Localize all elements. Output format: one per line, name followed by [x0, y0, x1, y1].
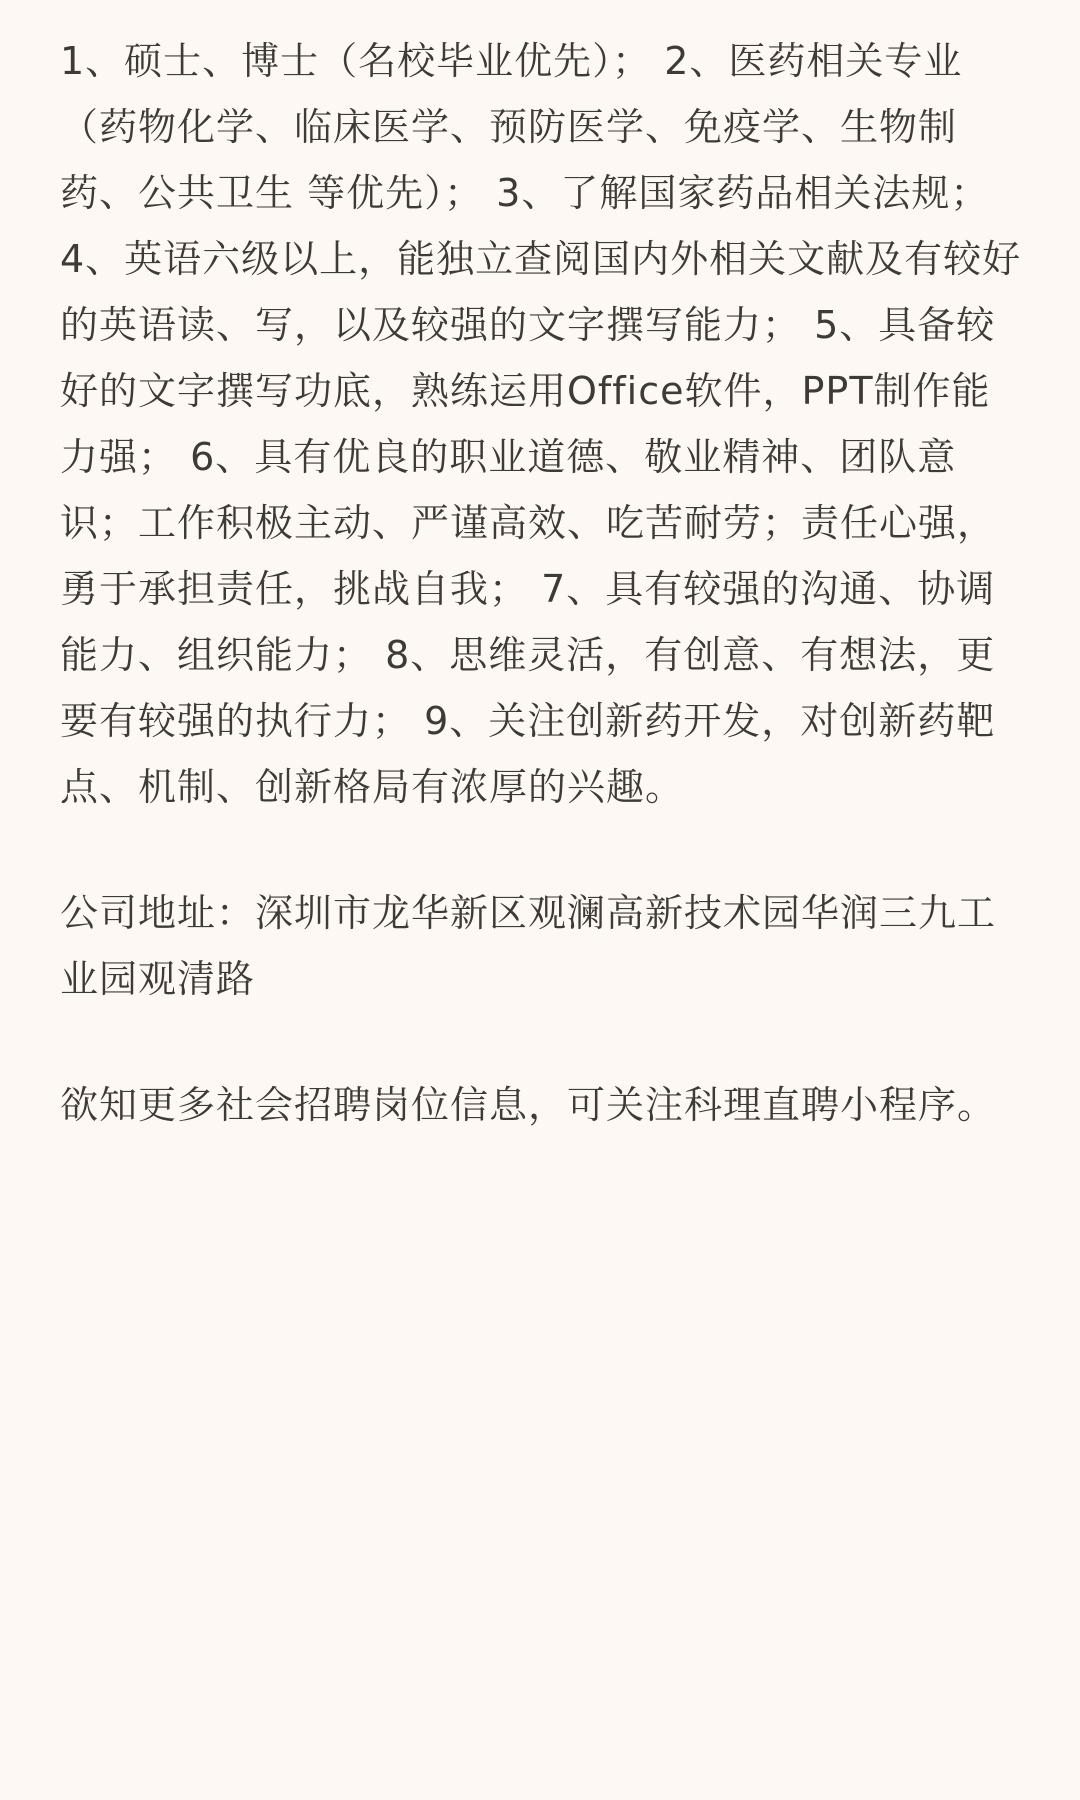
job-requirements-text: 1、硕士、博士（名校毕业优先）； 2、医药相关专业（药物化学、临床医学、预防医学、免疫学、生物制药、公共卫生 等优先）； 3、了解国家药品相关法规； 4、英语六级以上，能独立查阅国内外相关文献及有较好的英语读、写，以及较强的文字撰写能力； 5、具备较好的文字撰写功底，熟练运用Office软件，PPT制作能力强； 6、具有优良的职业道德、敬业精神、团队意识；工作积极主动、严谨高效、吃苦耐劳；责任心强，勇于承担责任，挑战自我； 7、具有较强的沟通、协调能力、组织能力； 8、思维灵活，有创意、有想法，更要有较强的执行力； 9、关注创新药开发，对创新药靶点、机制、创新格局有浓厚的兴趣。: [60, 39, 1022, 809]
recruitment-info-note: 欲知更多社会招聘岗位信息，可关注科理直聘小程序。: [60, 1083, 997, 1127]
company-address-text: 公司地址：深圳市龙华新区观澜高新技术园华润三九工业园观清路: [60, 891, 997, 1001]
